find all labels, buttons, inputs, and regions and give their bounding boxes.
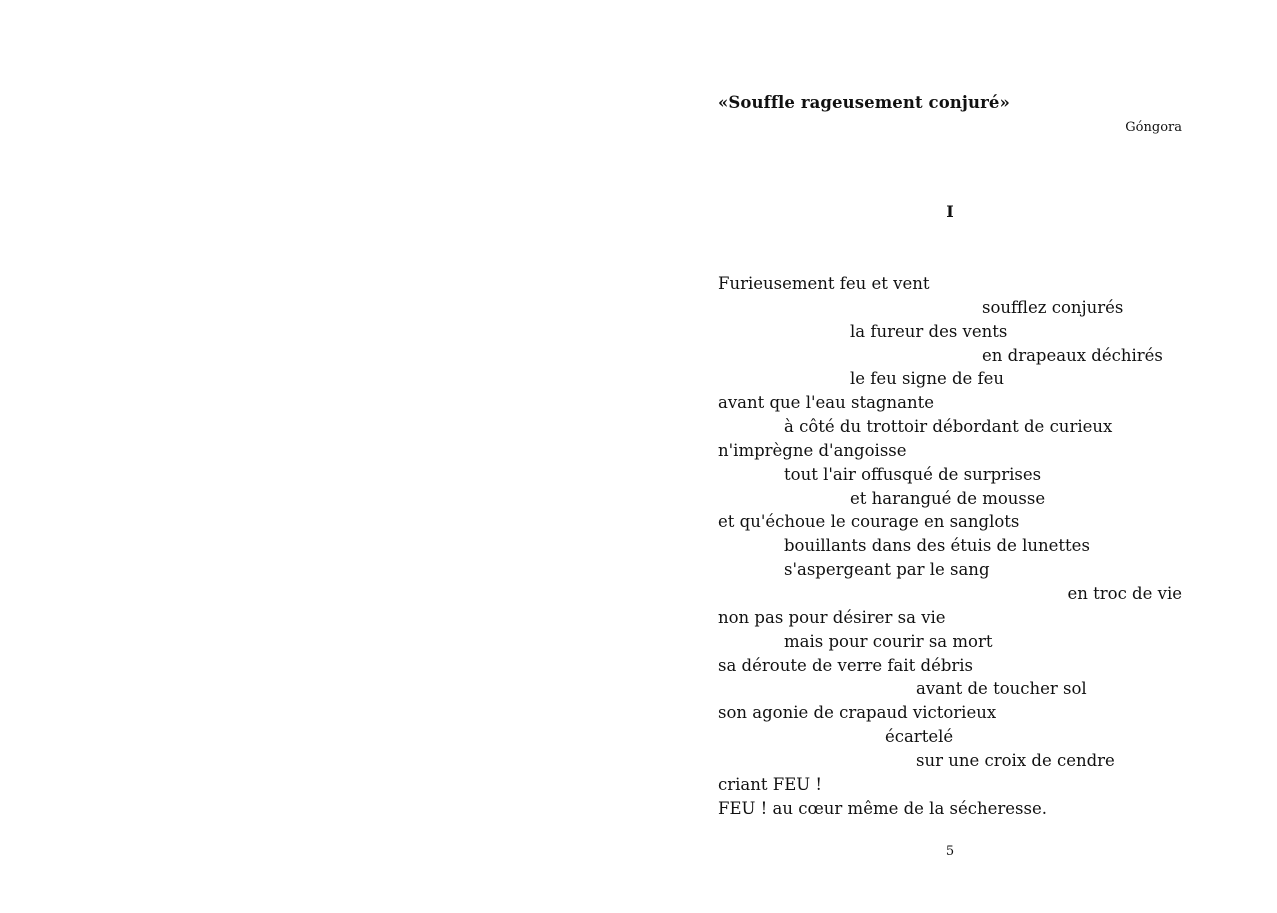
poem-line: non pas pour désirer sa vie bbox=[718, 607, 946, 627]
poem-line: en drapeaux déchirés bbox=[982, 345, 1163, 365]
poem-line: le feu signe de feu bbox=[850, 369, 1005, 389]
page-number: 5 bbox=[945, 844, 955, 859]
poem-line: sur une croix de cendre bbox=[916, 750, 1115, 770]
poem-line: avant que l'eau stagnante bbox=[718, 393, 934, 413]
poem-line: et qu'échoue le courage en sanglots bbox=[718, 512, 1020, 532]
poem-line: écartelé bbox=[884, 727, 954, 747]
poem-line: la fureur des vents bbox=[850, 321, 1008, 341]
poem-line: Furieusement feu et vent bbox=[718, 274, 930, 293]
poem-line: tout l'air offusqué de surprises bbox=[784, 464, 1042, 484]
poem-line: bouillants dans des étuis de lunettes bbox=[784, 536, 1090, 556]
right-page bbox=[639, 0, 1277, 913]
poem-line: avant de toucher sol bbox=[916, 679, 1087, 699]
poem-line: sa déroute de verre fait débris bbox=[718, 655, 974, 675]
epigraph-quote: «Souffle rageusement conjuré» bbox=[718, 93, 1010, 112]
poem-line: FEU ! au cœur même de la sécheresse. bbox=[718, 798, 1048, 818]
poem-line: n'imprègne d'angoisse bbox=[718, 440, 907, 460]
poem-line: et harangué de mousse bbox=[850, 488, 1046, 508]
poem-line: s'aspergeant par le sang bbox=[784, 560, 990, 580]
poem-line: mais pour courir sa mort bbox=[784, 631, 993, 651]
poem-line: en troc de vie bbox=[1067, 583, 1182, 603]
epigraph-author: Góngora bbox=[1125, 120, 1182, 135]
poem-line: son agonie de crapaud victorieux bbox=[718, 703, 997, 723]
poem-line: criant FEU ! bbox=[718, 774, 823, 794]
poem-body bbox=[718, 272, 1188, 820]
left-page-blank bbox=[0, 0, 638, 913]
poem-line: soufflez conjurés bbox=[982, 297, 1124, 317]
poem-line: à côté du trottoir débordant de curieux bbox=[784, 417, 1113, 437]
section-numeral: I bbox=[946, 202, 954, 221]
